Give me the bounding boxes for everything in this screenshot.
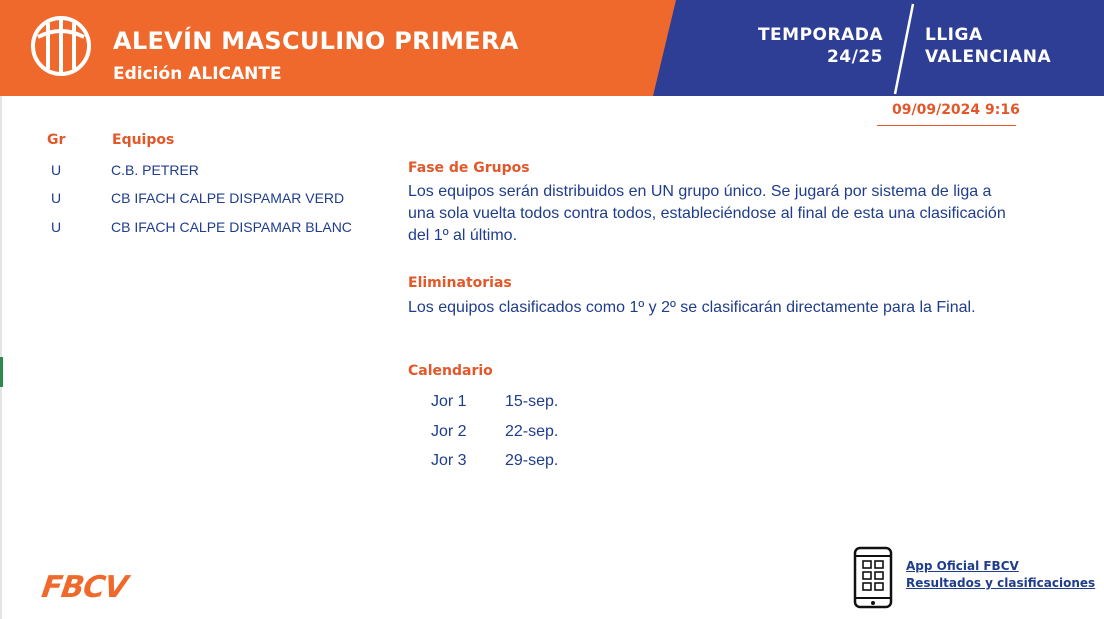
calendar-round: Jor 1 [431, 393, 467, 410]
calendar-row [431, 452, 631, 474]
calendar-row [431, 423, 631, 445]
app-link-title[interactable]: App Oficial FBCV [906, 559, 1019, 573]
table-row [0, 190, 400, 210]
team-group: U [51, 219, 62, 235]
groups-phase-text: Los equipos serán distribuidos en UN grupo único. Se jugará por sistema de liga a una sola vuelta todos contra todos, estableciéndose al final de esta una clasificación del 1º al último. [408, 183, 1006, 244]
calendar-date: 15-sep. [505, 393, 559, 410]
team-name: CB IFACH CALPE DISPAMAR VERD [111, 190, 345, 206]
table-row [0, 162, 400, 182]
groups-phase-title: Fase de Grupos [408, 160, 530, 176]
calendar-round: Jor 3 [431, 452, 467, 469]
calendar-date: 22-sep. [505, 423, 559, 440]
team-group: U [51, 162, 62, 178]
group-column-header: Gr [47, 132, 66, 148]
league-block [925, 24, 1051, 68]
basketball-logo-icon [30, 15, 92, 77]
season-label: TEMPORADA [757, 25, 883, 45]
left-edge-marker [0, 357, 3, 387]
page-header [0, 0, 1104, 96]
team-group: U [51, 190, 62, 206]
knockout-title: Eliminatorias [408, 275, 512, 291]
app-link-subtitle[interactable]: Resultados y clasificaciones [906, 576, 1096, 590]
smartphone-icon[interactable] [853, 546, 893, 609]
team-name: C.B. PETRER [111, 162, 199, 178]
knockout-text: Los equipos clasificados como 1º y 2º se clasificarán directamente para la Final. [408, 299, 976, 316]
teams-column-header: Equipos [112, 132, 175, 148]
team-name: CB IFACH CALPE DISPAMAR BLANC [111, 219, 352, 235]
calendar-row [431, 393, 631, 415]
timestamp-underline [877, 125, 1016, 126]
calendar-round: Jor 2 [431, 423, 467, 440]
page-title: ALEVÍN MASCULINO PRIMERA [113, 27, 519, 55]
calendar-date: 29-sep. [505, 452, 559, 469]
calendar-title: Calendario [408, 363, 493, 379]
league-line-2: VALENCIANA [925, 47, 1052, 67]
page-subtitle: Edición ALICANTE [113, 64, 282, 84]
timestamp: 09/09/2024 9:16 [892, 102, 1020, 118]
league-line-1: LLIGA [925, 25, 983, 45]
table-row [0, 219, 400, 239]
season-block [758, 24, 883, 68]
fbcv-logo: FBCV [39, 570, 130, 605]
season-value: 24/25 [826, 47, 883, 67]
